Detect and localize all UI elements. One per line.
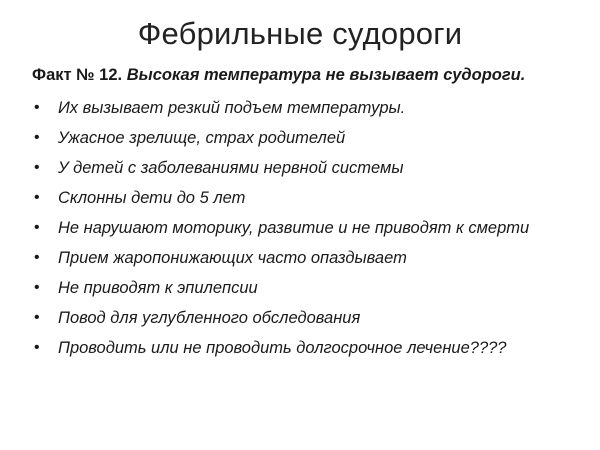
bullet-text: У детей с заболеваниями нервной системы (58, 159, 404, 177)
bullet-dot-icon: • (34, 99, 40, 116)
slide-title: Фебрильные судороги (137, 16, 463, 51)
bullet-item (32, 247, 572, 269)
bullet-dot-icon: • (34, 249, 40, 266)
bullet-dot-icon: • (34, 159, 40, 176)
bullet-text: Склонны дети до 5 лет (58, 189, 246, 207)
fact-text: Высокая температура не вызывает судороги. (126, 66, 526, 84)
bullet-text: Не нарушают моторику, развитие и не приводят к смерти (58, 219, 530, 237)
bullet-item (32, 127, 572, 149)
bullet-item (32, 277, 572, 299)
bullet-text: Их вызывает резкий подъем температуры. (58, 99, 406, 117)
bullet-dot-icon: • (34, 309, 40, 326)
fact-line (32, 66, 592, 85)
bullet-text: Не приводят к эпилепсии (58, 279, 258, 297)
bullet-text: Ужасное зрелище, страх родителей (58, 129, 346, 147)
bullet-dot-icon: • (34, 189, 40, 206)
bullet-item (32, 97, 572, 119)
bullet-text: Проводить или не проводить долгосрочное лечение???? (58, 339, 507, 357)
bullet-list (32, 97, 572, 367)
bullet-text: Повод для углубленного обследования (58, 309, 361, 327)
bullet-dot-icon: • (34, 339, 40, 356)
bullet-item (32, 337, 572, 359)
bullet-dot-icon: • (34, 219, 40, 236)
bullet-item (32, 157, 572, 179)
bullet-item (32, 217, 572, 239)
bullet-item (32, 307, 572, 329)
bullet-dot-icon: • (34, 129, 40, 146)
bullet-item (32, 187, 572, 209)
fact-label: Факт № 12. (32, 66, 123, 84)
bullet-text: Прием жаропонижающих часто опаздывает (58, 249, 407, 267)
bullet-dot-icon: • (34, 279, 40, 296)
